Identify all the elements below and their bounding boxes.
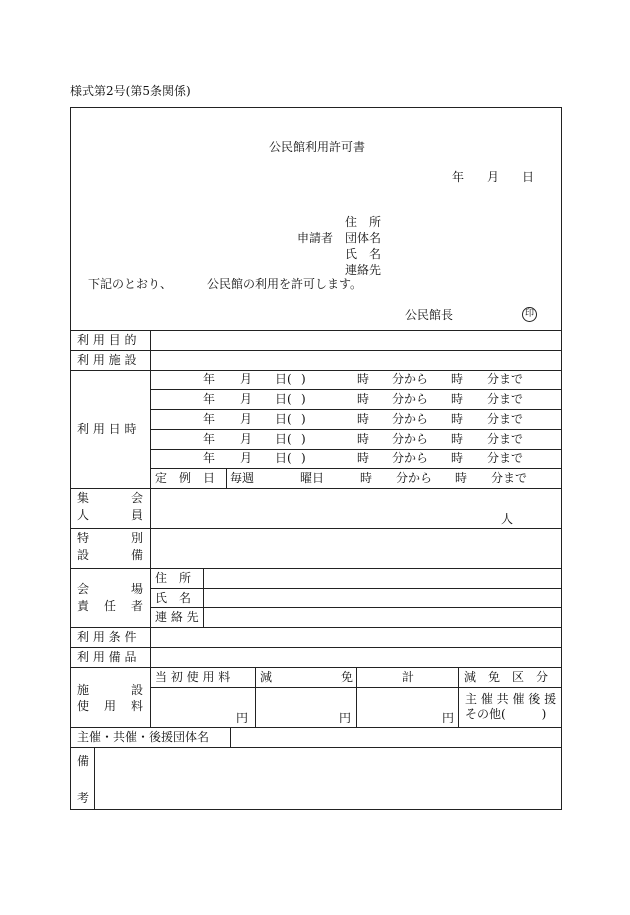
divider xyxy=(230,727,231,747)
hour-to: 時 xyxy=(451,392,464,406)
fee-label-char: 料 xyxy=(131,699,144,713)
divider xyxy=(71,370,562,371)
venue-contact-label: 連 絡 先 xyxy=(155,610,199,624)
reduction-header: 減 xyxy=(260,670,273,684)
year-unit: 年 xyxy=(203,432,216,446)
total-header: 計 xyxy=(402,670,415,684)
regular-day-label: 定 例 日 xyxy=(155,471,216,485)
min-to: 分まで xyxy=(491,471,528,485)
month-unit: 月 xyxy=(240,432,253,446)
divider xyxy=(150,588,562,589)
conditions-label: 利 用 条 件 xyxy=(77,630,137,644)
divider xyxy=(458,667,459,727)
venue-label-char: 責 xyxy=(77,599,90,613)
divider xyxy=(150,330,151,727)
day-unit: 日( xyxy=(275,432,292,446)
divider xyxy=(94,747,95,810)
divider xyxy=(71,747,562,748)
attendance-label-char: 員 xyxy=(131,508,144,522)
form-title: 公民館利用許可書 xyxy=(269,140,366,154)
applicant-address-label: 住 所 xyxy=(345,215,382,229)
hour-to: 時 xyxy=(451,372,464,386)
special-label-char: 特 xyxy=(77,531,90,545)
divider xyxy=(71,488,562,489)
month-unit: 月 xyxy=(240,372,253,386)
min-to: 分まで xyxy=(487,392,524,406)
hour-from: 時 xyxy=(360,471,373,485)
attendance-label-char: 人 xyxy=(77,508,90,522)
special-label-char: 設 xyxy=(77,548,90,562)
fee-label-char: 設 xyxy=(131,683,144,697)
close-paren: ) xyxy=(301,412,306,426)
special-label-char: 別 xyxy=(131,531,144,545)
min-from: 分から xyxy=(392,412,429,426)
seal-mark: 印 xyxy=(522,307,537,322)
facility-label: 利 用 施 設 xyxy=(77,353,137,367)
applicant-label: 申請者 xyxy=(297,231,334,245)
min-to: 分まで xyxy=(487,372,524,386)
hour-from: 時 xyxy=(357,392,370,406)
min-from: 分から xyxy=(392,432,429,446)
hour-from: 時 xyxy=(357,432,370,446)
divider xyxy=(150,468,562,469)
permit-form xyxy=(70,107,562,810)
month-unit: 月 xyxy=(240,392,253,406)
divider xyxy=(71,727,562,728)
hour-to: 時 xyxy=(451,432,464,446)
hour-to: 時 xyxy=(455,471,468,485)
divider xyxy=(71,667,562,668)
remarks-label-char: 備 xyxy=(77,754,90,768)
hour-from: 時 xyxy=(357,372,370,386)
venue-name-label: 氏 名 xyxy=(155,591,192,605)
divider xyxy=(150,409,562,410)
fee-label-char: 用 xyxy=(104,699,117,713)
divider xyxy=(226,468,227,488)
date-month: 月 xyxy=(487,170,500,184)
divider xyxy=(150,449,562,450)
year-unit: 年 xyxy=(203,372,216,386)
min-from: 分から xyxy=(392,451,429,465)
hour-to: 時 xyxy=(451,451,464,465)
divider xyxy=(150,429,562,430)
day-unit: 日( xyxy=(275,372,292,386)
divider xyxy=(255,667,256,727)
month-unit: 月 xyxy=(240,451,253,465)
min-to: 分まで xyxy=(487,451,524,465)
year-unit: 年 xyxy=(203,392,216,406)
purpose-label: 利 用 目 的 xyxy=(77,333,137,347)
applicant-group-label: 団体名 xyxy=(345,231,382,245)
sponsor-label: 主催・共催・後援団体名 xyxy=(77,730,210,744)
equipment-label: 利 用 備 品 xyxy=(77,650,137,664)
min-from: 分から xyxy=(392,372,429,386)
fee-unit: 円 xyxy=(339,711,352,725)
date-day: 日 xyxy=(522,170,535,184)
attendance-label-char: 会 xyxy=(131,491,144,505)
divider xyxy=(71,568,562,569)
hour-from: 時 xyxy=(357,451,370,465)
applicant-contact-label: 連絡先 xyxy=(345,263,382,277)
year-unit: 年 xyxy=(203,412,216,426)
divider xyxy=(203,568,204,627)
year-unit: 年 xyxy=(203,451,216,465)
venue-label-char: 任 xyxy=(104,599,117,613)
special-label-char: 備 xyxy=(131,548,144,562)
divider xyxy=(71,627,562,628)
applicant-name-label: 氏 名 xyxy=(345,247,382,261)
day-unit: 日( xyxy=(275,392,292,406)
datetime-label: 利 用 日 時 xyxy=(77,422,137,436)
category-option: その他( ) xyxy=(465,707,547,721)
venue-label-char: 場 xyxy=(131,582,144,596)
month-unit: 月 xyxy=(240,412,253,426)
divider xyxy=(71,647,562,648)
venue-label-char: 者 xyxy=(131,599,144,613)
divider xyxy=(150,607,562,608)
remarks-label-char: 考 xyxy=(77,791,90,805)
weekday-unit: 曜日 xyxy=(300,471,325,485)
day-unit: 日( xyxy=(275,412,292,426)
min-from: 分から xyxy=(392,392,429,406)
fee-label-char: 施 xyxy=(77,683,90,697)
close-paren: ) xyxy=(301,392,306,406)
fee-label-char: 使 xyxy=(77,699,90,713)
close-paren: ) xyxy=(301,451,306,465)
divider xyxy=(71,528,562,529)
min-from: 分から xyxy=(396,471,433,485)
divider xyxy=(356,667,357,727)
day-unit: 日( xyxy=(275,451,292,465)
close-paren: ) xyxy=(301,432,306,446)
hour-to: 時 xyxy=(451,412,464,426)
director-label: 公民館長 xyxy=(405,308,454,322)
date-year: 年 xyxy=(452,170,465,184)
form-caption: 様式第2号(第5条関係) xyxy=(70,84,191,98)
attendance-label-char: 集 xyxy=(77,491,90,505)
reduction-header-2: 免 xyxy=(341,670,354,684)
venue-address-label: 住 所 xyxy=(155,571,192,585)
fee-unit: 円 xyxy=(236,711,249,725)
permission-text-prefix: 下記のとおり、 xyxy=(88,277,173,291)
hour-from: 時 xyxy=(357,412,370,426)
category-header: 減 免 区 分 xyxy=(464,670,549,684)
divider xyxy=(71,330,562,331)
close-paren: ) xyxy=(301,372,306,386)
min-to: 分まで xyxy=(487,412,524,426)
category-option: 主 催 共 催 後 援 xyxy=(465,692,557,706)
venue-label-char: 会 xyxy=(77,582,90,596)
weekly-label: 毎週 xyxy=(230,471,255,485)
permission-text-suffix: 公民館の利用を許可します。 xyxy=(207,277,363,291)
attendance-unit: 人 xyxy=(501,512,514,526)
fee-unit: 円 xyxy=(442,711,455,725)
divider xyxy=(71,350,562,351)
divider xyxy=(150,389,562,390)
min-to: 分まで xyxy=(487,432,524,446)
initial-fee-header: 当 初 使 用 料 xyxy=(155,670,231,684)
